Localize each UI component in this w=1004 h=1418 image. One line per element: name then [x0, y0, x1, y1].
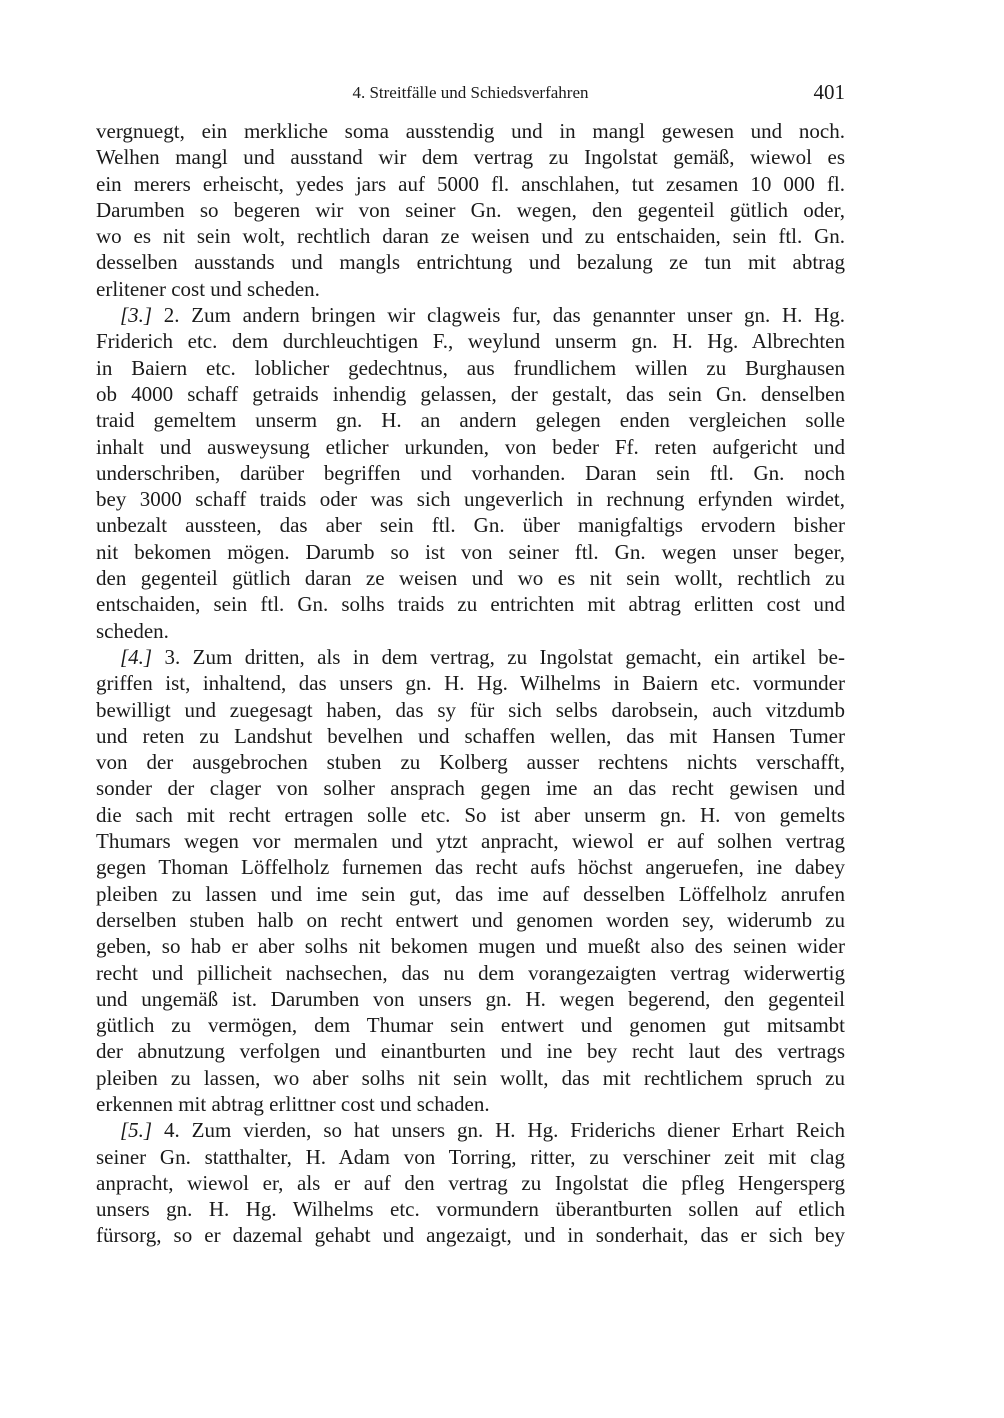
paragraph: [96, 644, 845, 1117]
body-text: [96, 118, 845, 1249]
text-line: desselben ausstands und mangls entrichtung und bezalung ze tun mit abtrag: [96, 250, 845, 275]
text-line: erlitener cost und scheden.: [96, 276, 320, 301]
text-line: gegen Thoman Löffelholz furnemen das recht aufs höchst angeruefen, ine dabey: [96, 855, 845, 880]
text-line: nit bekomen mögen. Darumb so ist von seiner ftl. Gn. wegen unser beger,: [96, 539, 845, 564]
chapter-title: 4. Streitfälle und Schiedsverfahren: [352, 83, 589, 102]
text-line: scheden.: [96, 618, 169, 643]
text-line: Friderich etc. dem durchleuchtigen F., weylund unserm gn. H. Hg. Albrechten: [96, 329, 845, 354]
line: [96, 1117, 845, 1143]
text-line: recht und pillicheit nachsechen, das nu dem vorangezaigten vertrag widerwertig: [96, 960, 845, 985]
text-line: vergnuegt, ein merkliche soma ausstendig und in mangl gewesen und noch.: [96, 119, 845, 143]
text-line: und ungemäß ist. Darumben von unsers gn. H. wegen begerend, den gegenteil: [96, 986, 845, 1011]
line: [96, 302, 845, 328]
text-line: Darumben so begeren wir von seiner Gn. wegen, den gegenteil gütlich oder,: [96, 197, 845, 222]
text-line: pleiben zu lassen und ime sein gut, das ime auf desselben Löffelholz anrufen: [96, 881, 845, 906]
text-line: anpracht, wiewol er, als er auf den vertrag zu Ingolstat die pfleg Hengersperg: [96, 1170, 845, 1195]
text-line: geben, so hab er aber solhs nit bekomen mugen und mueßt also des seinen wider: [96, 934, 845, 959]
text-line: Thumars wegen vor mermalen und ytzt anpracht, wiewol er auf solhen vertrag: [96, 829, 845, 854]
text-line: entschaiden, sein ftl. Gn. solhs traids zu entrichten mit abtrag erlitten cost und: [96, 592, 845, 617]
text-line: 2. Zum andern bringen wir clagweis fur, das genannter unser gn. H. Hg.: [152, 303, 845, 328]
text-line: in Baiern etc. loblicher gedechtnus, aus frundlichem willen zu Burghausen: [96, 355, 845, 380]
text-line: bewilligt und zuegesagt haben, das sy für sich selbs darobsein, auch vitzdumb: [96, 697, 845, 722]
text-line: 3. Zum dritten, als in dem vertrag, zu Ingolstat gemacht, ein artikel be-: [152, 644, 845, 669]
text-line: ob 4000 schaff getraids inhendig gelassen, der gestalt, das sein Gn. denselben: [96, 381, 845, 406]
text-line: inhalt und ausweysung etlicher urkunden, von beder Ff. reten aufgericht und: [96, 434, 845, 459]
text-line: die sach mit recht ertragen solle etc. So ist aber unserm gn. H. von gemelts: [96, 802, 845, 827]
text-line: pleiben zu lassen, wo aber solhs nit sein wollt, das mit rechtlichem spruch zu: [96, 1065, 845, 1090]
text-line: und reten zu Landshut bevelhen und schaffen wellen, das mit Hansen Tumer: [96, 723, 845, 748]
paragraph: [96, 1117, 845, 1248]
section-marker: [4.]: [120, 644, 153, 669]
text-line: griffen ist, inhaltend, das unsers gn. H. Hg. Wilhelms in Baiern etc. vormunder: [96, 671, 845, 696]
text-line: der abnutzung verfolgen und einantburten und ine bey recht laut des vertrags: [96, 1039, 845, 1064]
line: [96, 644, 845, 670]
text-line: erkennen mit abtrag erlittner cost und schaden.: [96, 1091, 490, 1116]
running-header: [96, 80, 845, 106]
text-line: Welhen mangl und ausstand wir dem vertrag zu Ingolstat gemäß, wiewol es: [96, 145, 845, 170]
text-line: den gegenteil gütlich daran ze weisen und wo es nit sein wollt, rechtlich zu: [96, 566, 845, 591]
page-number: 401: [813, 80, 845, 104]
paragraph: [96, 118, 845, 302]
text-line: bey 3000 schaff traids oder was sich ungeverlich in rechnung erfynden wirdet,: [96, 487, 845, 512]
text-line: traid gemeltem unserm gn. H. an andern gelegen enden vergleichen solle: [96, 408, 845, 433]
text-line: unsers gn. H. Hg. Wilhelms etc. vormundern überantburten sollen auf etlich: [96, 1197, 845, 1222]
text-line: wo es nit sein wolt, rechtlich daran ze weisen und zu entschaiden, sein ftl. Gn.: [96, 224, 845, 249]
text-line: fürsorg, so er dazemal gehabt und angezaigt, und in sonderhait, das er sich bey: [96, 1223, 845, 1248]
text-line: derselben stuben halb on recht entwert und genomen worden sey, widerumb zu: [96, 907, 845, 932]
text-line: gütlich zu vermögen, dem Thumar sein entwert und genomen gut mitsambt: [96, 1013, 845, 1038]
text-line: ein merers erheischt, yedes jars auf 5000 fl. anschlahen, tut zesamen 10 000 fl.: [96, 171, 845, 196]
text-line: 4. Zum vierden, so hat unsers gn. H. Hg. Friderichs diener Erhart Reich: [152, 1118, 845, 1143]
section-marker: [5.]: [120, 1118, 153, 1143]
paragraph: [96, 302, 845, 644]
text-line: unbezalt aussteen, das aber sein ftl. Gn. über manigfaltigs ervodern bisher: [96, 513, 845, 538]
section-marker: [3.]: [120, 303, 153, 328]
text-line: sonder der clager von solher ansprach gegen ime an das recht gewisen und: [96, 776, 845, 801]
text-line: underschriben, darüber begriffen und vorhanden. Daran sein ftl. Gn. noch: [96, 460, 845, 485]
text-line: seiner Gn. statthalter, H. Adam von Torring, ritter, zu verschiner zeit mit clag: [96, 1144, 845, 1169]
text-line: von der ausgebrochen stuben zu Kolberg ausser rechtens nichts verschafft,: [96, 750, 845, 775]
